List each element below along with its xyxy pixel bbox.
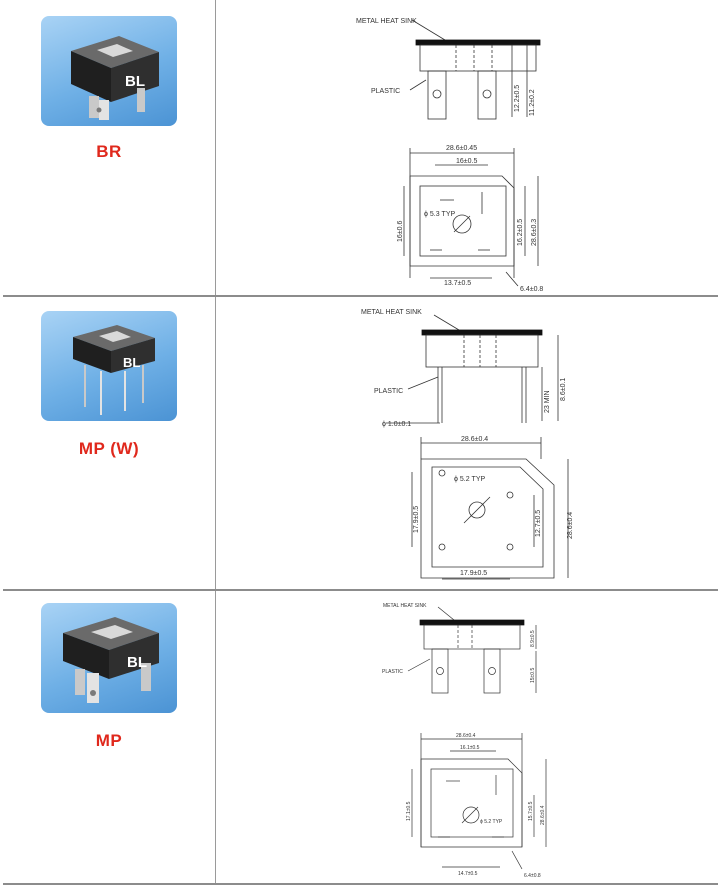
product-photo-mp xyxy=(41,603,177,713)
top-right-dim-2: 28.6±0.4 xyxy=(567,511,574,539)
top-right-dim-2: 28.6±0.4 xyxy=(540,805,546,825)
top-inner-dim: 16±0.5 xyxy=(456,158,478,165)
component-marking: BL xyxy=(125,73,145,90)
side-dim-1: 12.2±0.5 xyxy=(514,84,521,112)
hole-dim: ϕ 5.3 TYP xyxy=(424,211,456,218)
top-bottom-dim: 13.7±0.5 xyxy=(444,280,472,287)
product-photo-br xyxy=(41,16,177,126)
top-left-dim: 17.9±0.5 xyxy=(413,505,420,533)
side-dim-2: 15±0.5 xyxy=(530,667,536,683)
table-row-mp xyxy=(3,589,718,885)
plastic-label: PLASTIC xyxy=(371,88,401,95)
side-dim-2: 11.2±0.2 xyxy=(529,89,536,116)
product-caption-mpw: MP (W) xyxy=(78,439,140,458)
top-inner-dim: 16.1±0.5 xyxy=(460,745,480,751)
top-left-dim: 17.1±0.5 xyxy=(406,801,412,821)
dimension-drawing-mp xyxy=(216,591,716,883)
table-row-br xyxy=(3,0,718,297)
top-corner-dim: 6.4±0.8 xyxy=(520,286,544,293)
top-width-dim: 28.6±0.4 xyxy=(461,436,489,443)
top-right-dim-1: 15.7±0.5 xyxy=(528,801,534,821)
side-dim-1: 8.9±0.5 xyxy=(530,630,536,647)
plastic-label: PLASTIC xyxy=(374,388,404,395)
top-right-dim-2: 28.6±0.3 xyxy=(531,218,538,246)
heat-sink-label: METAL HEAT SINK xyxy=(361,309,422,316)
bridge-rectifier-lug-image xyxy=(41,603,177,713)
heat-sink-label: METAL HEAT SINK xyxy=(356,18,417,25)
top-bottom-dim: 14.7±0.5 xyxy=(458,871,478,877)
top-width-dim: 28.6±0.4 xyxy=(456,733,476,739)
dimension-drawing-br xyxy=(216,0,716,295)
side-dim-3: ϕ 1.0±0.1 xyxy=(382,421,412,428)
dimension-drawing-mpw xyxy=(216,297,716,589)
plastic-label: PLASTIC xyxy=(382,669,403,675)
heat-sink-label: METAL HEAT SINK xyxy=(383,603,427,609)
bridge-rectifier-wire-image xyxy=(41,311,177,421)
product-caption-mp: MP xyxy=(95,731,123,750)
top-corner-dim: 6.4±0.8 xyxy=(524,873,541,879)
hole-dim: ϕ 5.2 TYP xyxy=(454,476,486,483)
top-bottom-dim: 17.9±0.5 xyxy=(460,570,488,577)
side-dim-2: 8.6±0.1 xyxy=(560,377,567,401)
top-right-dim-1: 12.7±0.5 xyxy=(535,509,542,537)
top-left-dim: 16±0.6 xyxy=(397,220,404,242)
hole-dim: ϕ 5.2 TYP xyxy=(480,819,503,825)
bridge-rectifier-image xyxy=(41,16,177,126)
component-marking: BL xyxy=(127,654,147,671)
component-marking: BL xyxy=(123,355,141,370)
table-row-mpw xyxy=(3,295,718,591)
side-dim-1: 23 MIN xyxy=(544,390,551,413)
top-right-dim-1: 16.2±0.5 xyxy=(517,218,524,246)
top-width-dim: 28.6±0.45 xyxy=(446,145,478,152)
product-photo-mpw xyxy=(41,311,177,421)
product-caption-br: BR xyxy=(96,142,122,161)
